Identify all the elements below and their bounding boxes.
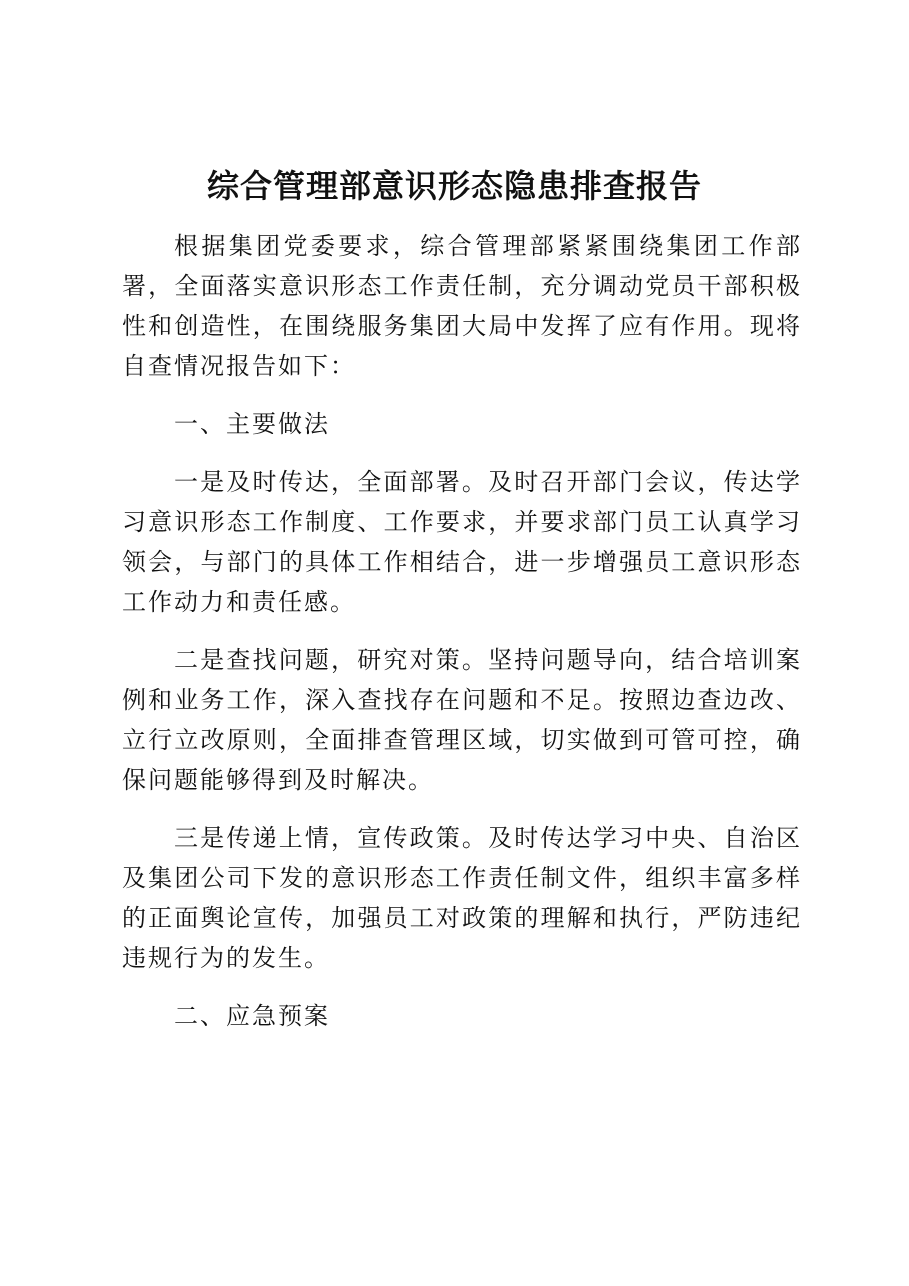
section-heading-emergency-plan: 二、应急预案	[174, 1002, 330, 1030]
practice-paragraph-3: 三是传递上情，宣传政策。及时传达学习中央、自治区及集团公司下发的意识形态工作责任制文件，组织丰富多样的正面舆论宣传，加强员工对政策的理解和执行，严防违纪违规行为的发生。	[122, 824, 802, 972]
document-title: 综合管理部意识形态隐患排查报告	[206, 167, 702, 205]
section-heading-main-practices: 一、主要做法	[174, 410, 330, 438]
intro-paragraph: 根据集团党委要求，综合管理部紧紧围绕集团工作部署，全面落实意识形态工作责任制，充分调动党员干部积极性和创造性，在围绕服务集团大局中发挥了应有作用。现将自查情况报告如下：	[122, 232, 802, 380]
document-body	[122, 226, 802, 1054]
practice-paragraph-1: 一是及时传达，全面部署。及时召开部门会议，传达学习意识形态工作制度、工作要求，并要求部门员工认真学习领会，与部门的具体工作相结合，进一步增强员工意识形态工作动力和责任感。	[122, 468, 802, 616]
practice-paragraph-2: 二是查找问题，研究对策。坚持问题导向，结合培训案例和业务工作，深入查找存在问题和不足。按照边查边改、立行立改原则，全面排查管理区域，切实做到可管可控，确保问题能够得到及时解决。	[122, 646, 802, 794]
